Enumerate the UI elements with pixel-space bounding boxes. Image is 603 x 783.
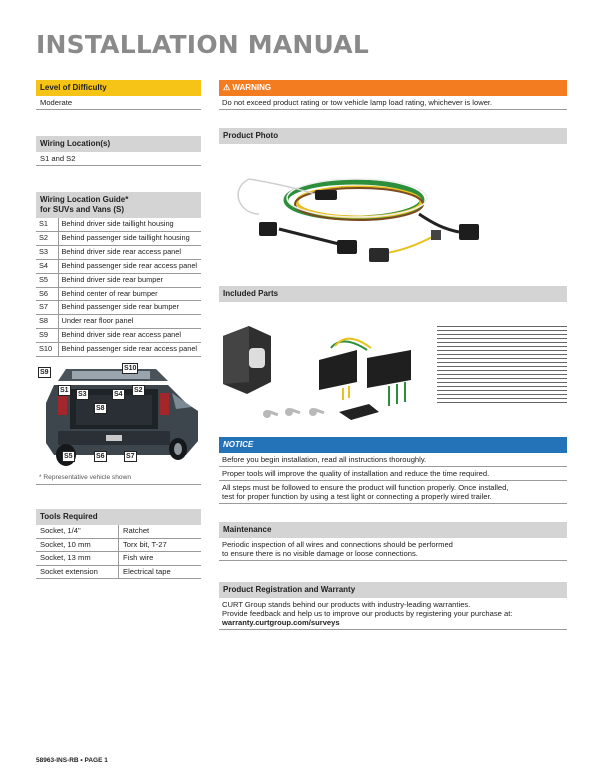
table-row: S8 Under rear floor panel	[36, 315, 201, 329]
vehicle-diagram	[36, 363, 201, 471]
table-row: S4 Behind passenger side rear access panel	[36, 259, 201, 273]
label-s2: S2	[134, 387, 143, 395]
wiring-guide-header: Wiring Location Guide* for SUVs and Vans (S)	[36, 192, 201, 218]
notice-header: NOTICE	[219, 437, 567, 453]
table-row: Socket, 13 mm Fish wire	[36, 552, 201, 566]
warning-text: Do not exceed product rating or tow vehicle lamp load rating, whichever is lower.	[219, 96, 567, 110]
registration-header: Product Registration and Warranty	[219, 582, 567, 598]
label-s5: S5	[64, 453, 73, 461]
page-footer: 58963-INS-RB • PAGE 1	[36, 757, 108, 764]
product-photo	[219, 144, 567, 282]
warning-header: ⚠ WARNING	[219, 80, 567, 96]
tools-table	[36, 525, 201, 579]
notice-text: Before you begin installation, read all instructions thoroughly.	[219, 453, 567, 467]
table-row: S10 Behind passenger side rear access panel	[36, 343, 201, 357]
maintenance-section	[219, 522, 567, 561]
page-title: INSTALLATION MANUAL	[36, 30, 369, 59]
notice-section	[219, 437, 567, 504]
notice-text: All steps must be followed to ensure the product will function properly. Once installed, test for proper function by using a test light or connecting a properly wired trailer.	[219, 481, 567, 504]
label-s7: S7	[126, 453, 135, 461]
maintenance-header: Maintenance	[219, 522, 567, 538]
table-row: Socket, 10 mm Torx bit, T-27	[36, 538, 201, 552]
table-row: S9 Behind driver side rear access panel	[36, 329, 201, 343]
maintenance-text: Periodic inspection of all wires and connections should be performed to ensure there is no visible damage or loose connections.	[219, 538, 567, 561]
wiring-location-header: Wiring Location(s)	[36, 136, 201, 152]
wiring-guide-table	[36, 218, 201, 357]
table-row: S3 Behind driver side rear access panel	[36, 245, 201, 259]
included-parts-header: Included Parts	[219, 286, 567, 302]
warranty-link[interactable]: warranty.curtgroup.com/surveys	[222, 618, 340, 627]
label-s8: S8	[96, 405, 105, 413]
product-photo-header: Product Photo	[219, 128, 567, 144]
table-row: Socket, 1/4" Ratchet	[36, 525, 201, 538]
table-row: S1 Behind driver side taillight housing	[36, 218, 201, 231]
label-s10: S10	[124, 365, 137, 373]
included-parts-section	[219, 286, 567, 440]
table-row: S6 Behind center of rear bumper	[36, 287, 201, 301]
warning-section	[219, 80, 567, 110]
vehicle-illustration	[36, 363, 201, 471]
label-s1: S1	[60, 387, 69, 395]
label-s3: S3	[78, 391, 87, 399]
parts-illustration	[219, 302, 429, 440]
label-s9: S9	[40, 369, 49, 377]
registration-section	[219, 582, 567, 630]
table-row: S5 Behind driver side rear bumper	[36, 273, 201, 287]
difficulty-header: Level of Difficulty	[36, 80, 201, 96]
included-parts-image	[219, 302, 567, 440]
table-row: Socket extension Electrical tape	[36, 565, 201, 579]
wiring-location-value: S1 and S2	[36, 152, 201, 166]
label-s4: S4	[114, 391, 123, 399]
tools-header: Tools Required	[36, 509, 201, 525]
vehicle-note: * Representative vehicle shown	[36, 471, 201, 485]
difficulty-value: Moderate	[36, 96, 201, 110]
left-column	[36, 80, 201, 579]
registration-text: CURT Group stands behind our products with industry-leading warranties. Provide feedback and help us to improve our products by registering your purchase at: warranty.curtgroup.com/surveys	[219, 598, 567, 630]
label-s6: S6	[96, 453, 105, 461]
parts-list-lines	[437, 326, 567, 406]
table-row: S2 Behind passenger side taillight housing	[36, 231, 201, 245]
table-row: S7 Behind passenger side rear bumper	[36, 301, 201, 315]
wiring-harness-image	[219, 144, 567, 282]
product-photo-section	[219, 128, 567, 282]
warning-triangle-icon: ⚠	[223, 83, 231, 92]
notice-text: Proper tools will improve the quality of installation and reduce the time required.	[219, 467, 567, 481]
